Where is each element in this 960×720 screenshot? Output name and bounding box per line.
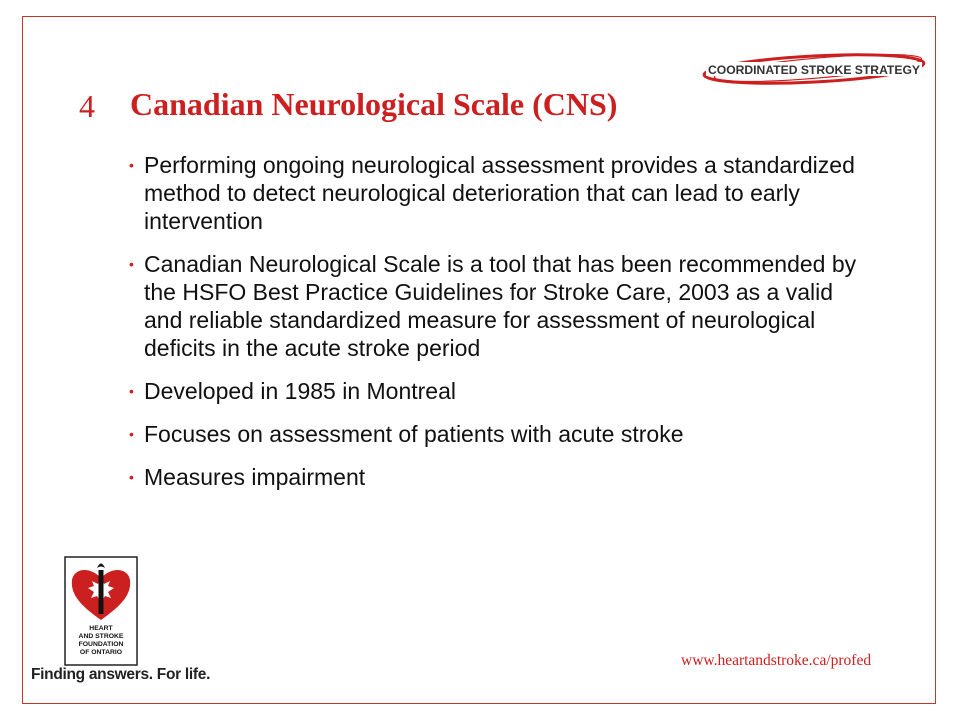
bullet-text: Measures impairment [144, 464, 366, 490]
logo-line: FOUNDATION [78, 641, 124, 648]
slide-title: Canadian Neurological Scale (CNS) [130, 86, 618, 122]
bullet-marker-icon: • [129, 383, 134, 399]
bullet-text: Performing ongoing neurological assessment provides a standardized method to detect neurological deterioration that can lead to early intervention [144, 152, 855, 234]
bullet-marker-icon: • [129, 157, 134, 173]
torch-icon [99, 570, 104, 614]
website-link[interactable]: www.heartandstroke.ca/profed [681, 652, 872, 669]
bullet-text: Canadian Neurological Scale is a tool that has been recommended by the HSFO Best Practice Guidelines for Stroke Care, 2003 as a valid and reliable standardized measure for assessment of neurological deficits in the acute stroke period [144, 251, 857, 361]
bullet-text: Focuses on assessment of patients with acute stroke [144, 421, 684, 447]
bullet-item [127, 420, 867, 448]
bullet-marker-icon: • [129, 256, 134, 272]
heart-and-stroke-foundation-logo [64, 556, 138, 666]
slide-number: 4 [79, 88, 95, 124]
logo-line: OF ONTARIO [79, 649, 123, 656]
logo-text: COORDINATED STROKE STRATEGY [708, 65, 921, 77]
logo-line: AND STROKE [78, 633, 124, 640]
logo-line: HEART [89, 625, 113, 632]
coordinated-stroke-strategy-logo [700, 48, 930, 90]
bullet-item [127, 463, 867, 491]
bullet-text: Developed in 1985 in Montreal [144, 378, 456, 404]
bullet-list [127, 151, 867, 506]
bullet-item [127, 377, 867, 405]
bullet-item [127, 250, 867, 362]
bullet-marker-icon: • [129, 426, 134, 442]
bullet-item [127, 151, 867, 235]
tagline: Finding answers. For life. [31, 666, 211, 683]
bullet-marker-icon: • [129, 469, 134, 485]
